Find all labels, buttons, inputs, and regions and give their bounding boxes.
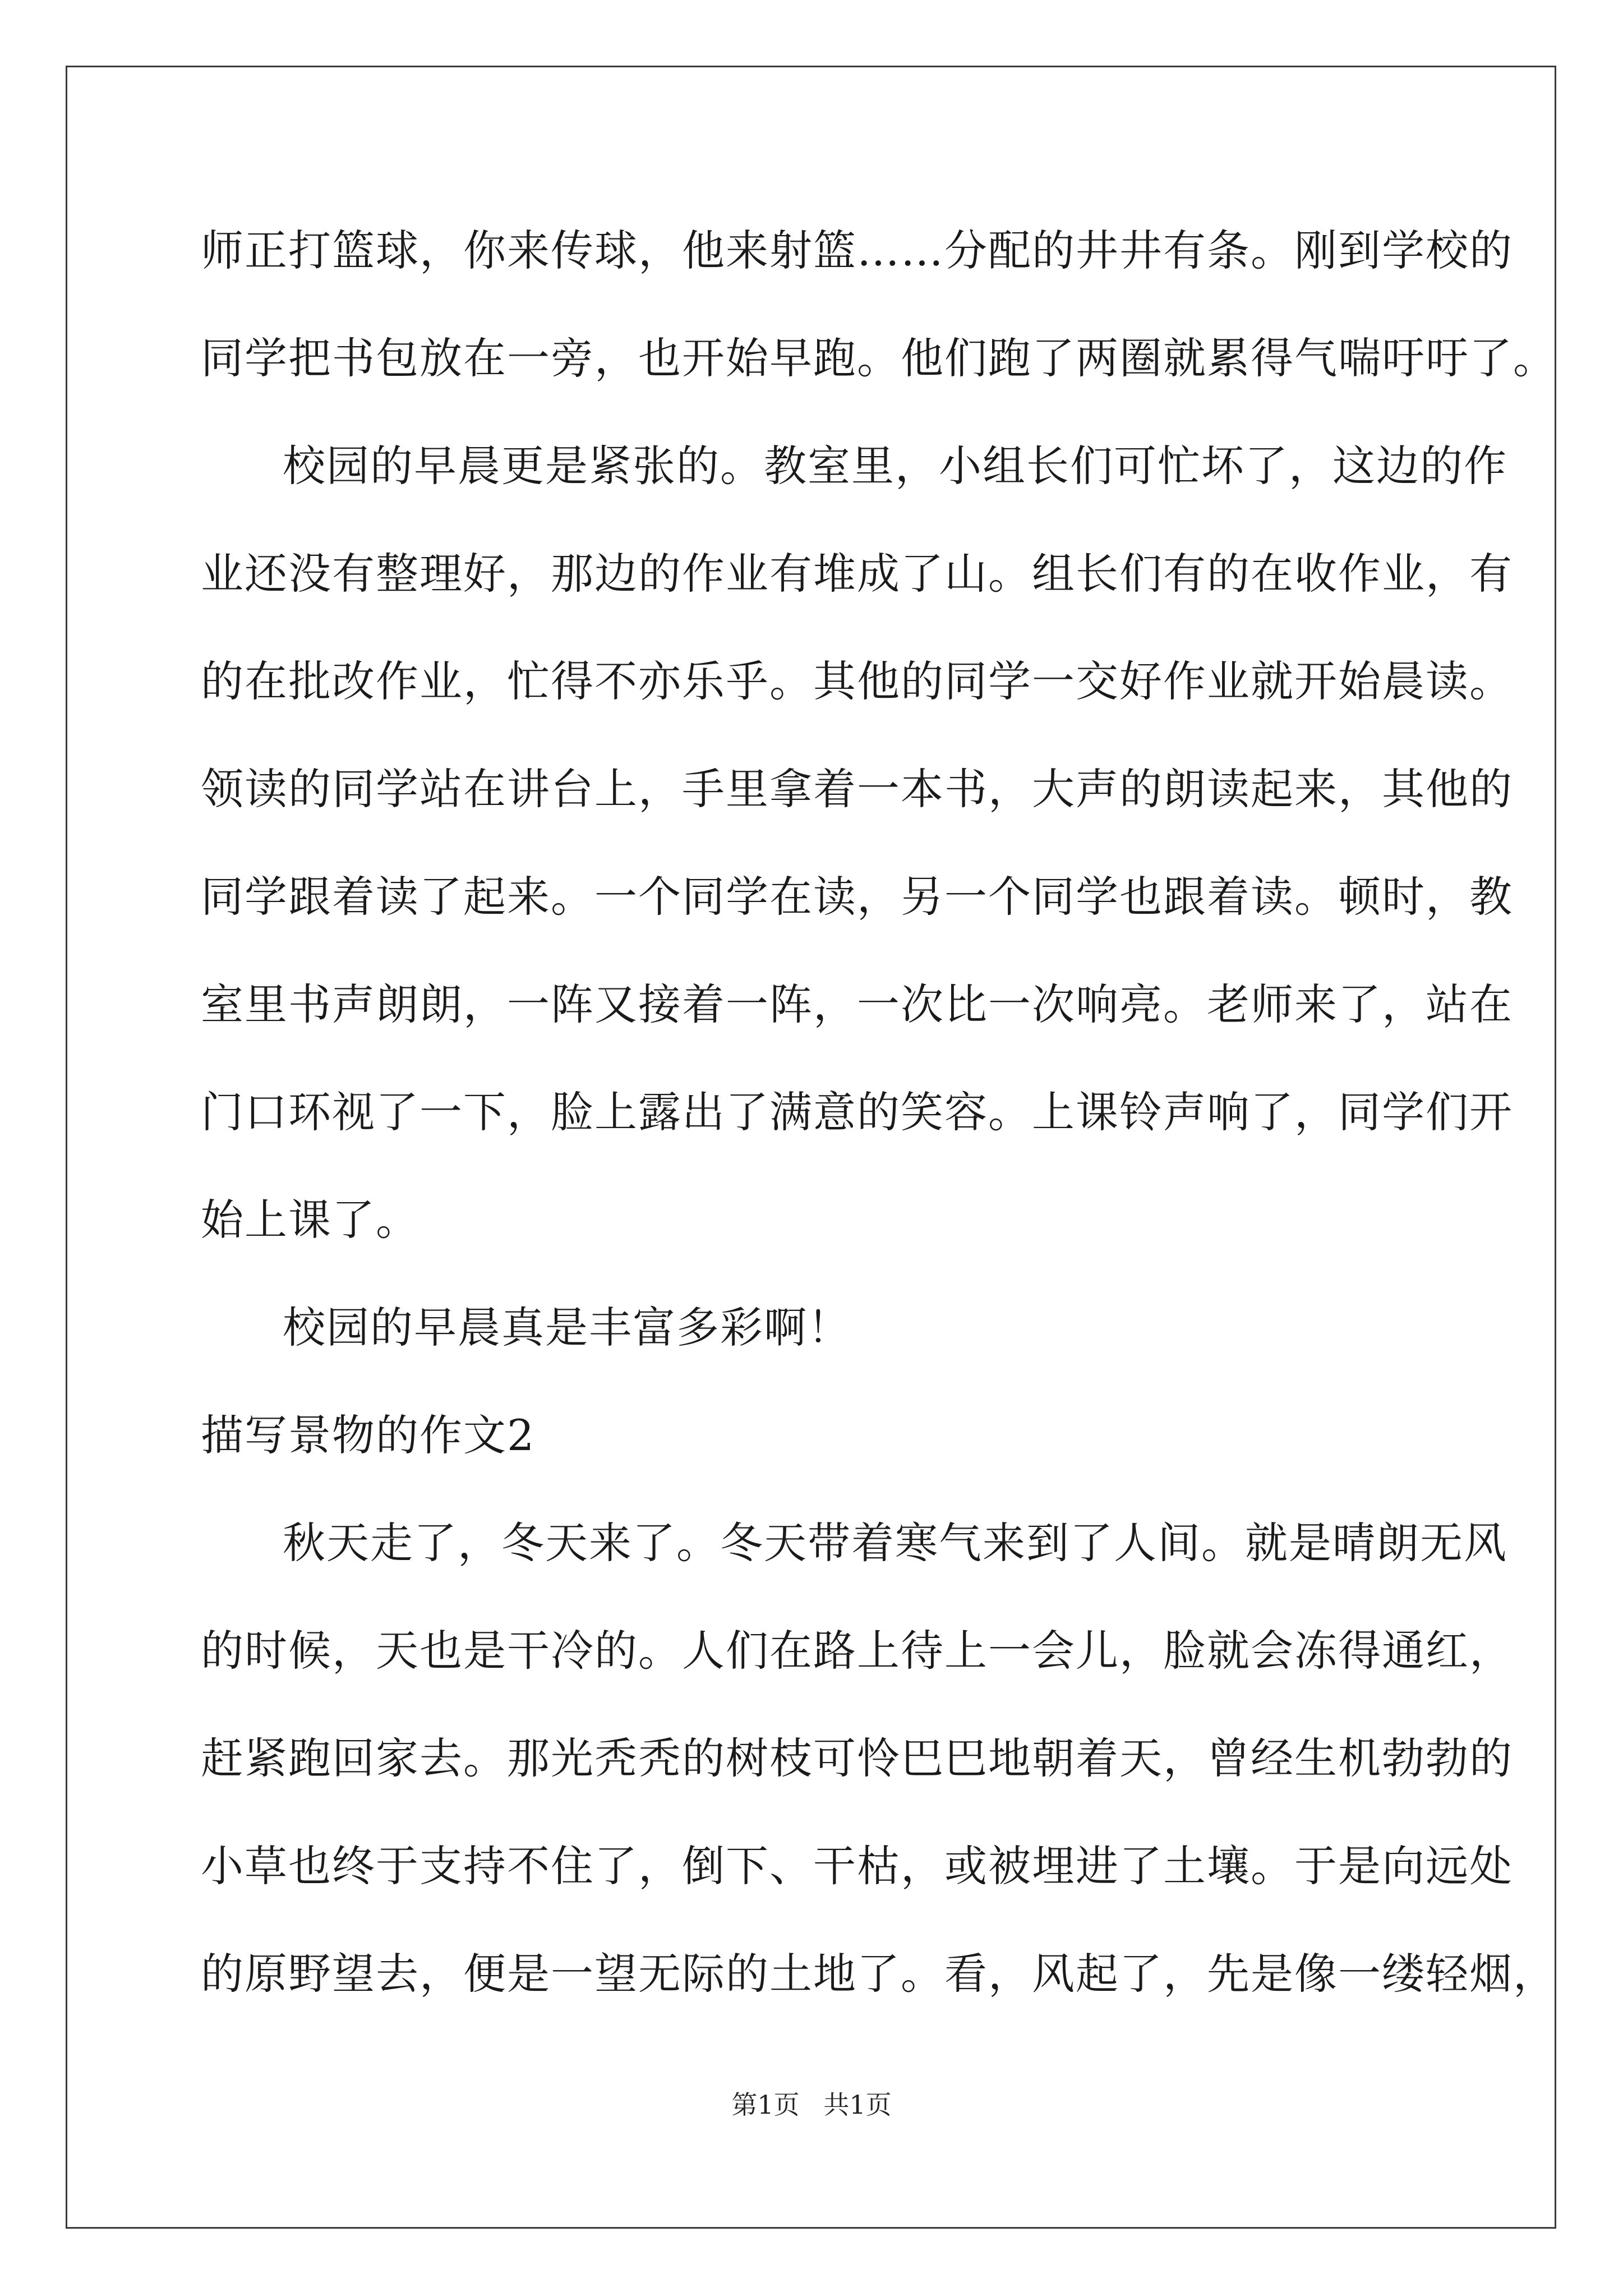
text-line: 的在批改作业，忙得不亦乐乎。其他的同学一交好作业就开始晨读。 xyxy=(201,656,1513,706)
page-footer xyxy=(0,2088,1623,2122)
text-line: 领读的同学站在讲台上，手里拿着一本书，大声的朗读起来，其他的 xyxy=(201,764,1513,814)
text-line: 的原野望去，便是一望无际的土地了。看，风起了，先是像一缕轻烟， xyxy=(201,1949,1557,1999)
text-line: 业还没有整理好，那边的作业有堆成了山。组长们有的在收作业，有 xyxy=(201,549,1513,599)
text-line: 校园的早晨真是丰富多彩啊！ xyxy=(283,1303,851,1352)
text-line: 师正打篮球，你来传球，他来射篮……分配的井井有条。刚到学校的 xyxy=(201,226,1513,275)
text-line: 同学跟着读了起来。一个同学在读，另一个同学也跟着读。顿时，教 xyxy=(201,872,1513,922)
text-line: 始上课了。 xyxy=(201,1195,419,1245)
page-number: 第1页 xyxy=(731,2090,800,2120)
text-line: 同学把书包放在一旁，也开始早跑。他们跑了两圈就累得气喘吁吁了。 xyxy=(201,333,1557,383)
text-line: 校园的早晨更是紧张的。教室里，小组长们可忙坏了，这边的作 xyxy=(283,441,1507,491)
page-total: 共1页 xyxy=(823,2090,892,2120)
text-line: 赶紧跑回家去。那光秃秃的树枝可怜巴巴地朝着天，曾经生机勃勃的 xyxy=(201,1733,1513,1783)
text-line: 门口环视了一下，脸上露出了满意的笑容。上课铃声响了，同学们开 xyxy=(201,1087,1513,1137)
text-line: 室里书声朗朗，一阵又接着一阵，一次比一次响亮。老师来了，站在 xyxy=(201,979,1513,1029)
section-heading: 描写景物的作文2 xyxy=(201,1410,536,1460)
text-line: 秋天走了，冬天来了。冬天带着寒气来到了人间。就是晴朗无风 xyxy=(283,1518,1507,1568)
text-line: 的时候，天也是干冷的。人们在路上待上一会儿，脸就会冻得通红， xyxy=(201,1626,1513,1676)
text-line: 小草也终于支持不住了，倒下、干枯，或被埋进了土壤。于是向远处 xyxy=(201,1841,1513,1891)
